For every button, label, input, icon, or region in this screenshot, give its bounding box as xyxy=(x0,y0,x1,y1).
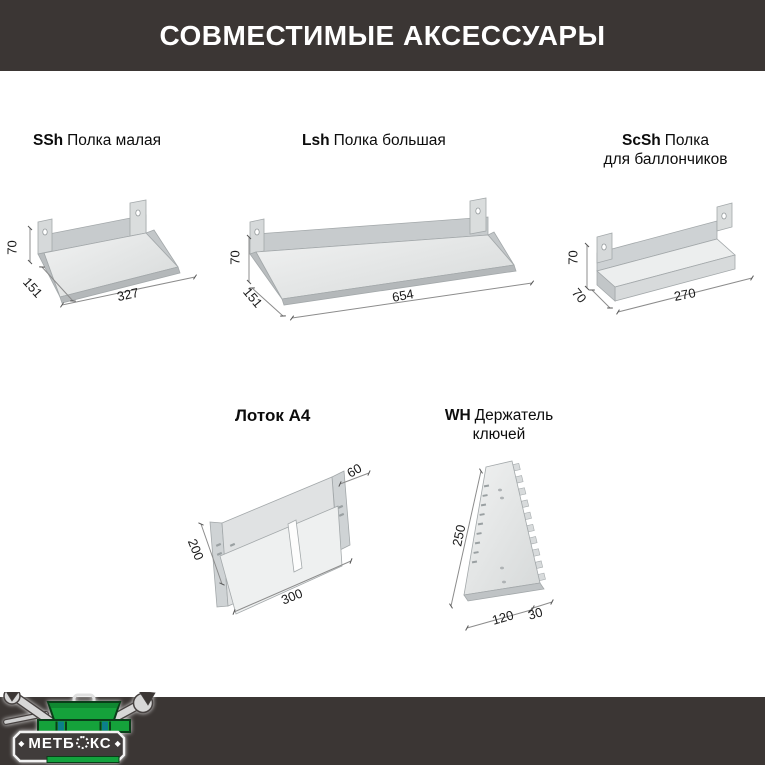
mounting-hole xyxy=(255,229,259,235)
dimension-label: 70 xyxy=(227,250,243,265)
toolbox-icon xyxy=(38,695,130,732)
product-name: ScSh Полка для баллончиков xyxy=(603,132,728,169)
product-code: ScSh xyxy=(622,132,661,149)
mounting-hole xyxy=(602,244,606,250)
product-code: Лоток А4 xyxy=(235,406,311,425)
drawing-scsh-can-shelf xyxy=(550,195,765,325)
product-code: Lsh xyxy=(302,132,330,149)
dimension-label: 654 xyxy=(390,286,415,305)
dimension-label: 151 xyxy=(20,274,46,301)
mounting-hole xyxy=(476,208,480,214)
product-name: WH Держатель ключей xyxy=(444,407,554,444)
metboks-logo-text: ◆ МЕТБ КС ◆ xyxy=(18,735,122,752)
product-name: SSh Полка малая xyxy=(33,132,162,149)
dimension-label: 300 xyxy=(278,585,305,608)
dimension-label: 270 xyxy=(672,285,697,304)
product-code: SSh xyxy=(33,132,64,149)
dimension-label: 120 xyxy=(490,607,516,628)
product-name: Lsh Полка большая xyxy=(302,132,446,149)
dimension-label: 200 xyxy=(184,536,207,563)
dimension-label: 250 xyxy=(449,523,469,548)
mounting-hole xyxy=(136,210,140,216)
dimension-label: 60 xyxy=(344,460,365,481)
metboks-logo xyxy=(2,692,165,765)
logo-green-bar xyxy=(47,757,119,763)
dimension-label: 70 xyxy=(565,250,581,265)
drawing-lsh-big-shelf xyxy=(227,195,540,325)
diamond-icon: ◆ xyxy=(18,739,26,748)
diamond-icon: ◆ xyxy=(114,739,122,748)
product-name xyxy=(235,405,314,426)
dimension-label: 70 xyxy=(4,240,20,255)
dimension-label: 151 xyxy=(240,284,266,311)
mounting-hole xyxy=(722,213,726,219)
dimension-label: 70 xyxy=(568,285,590,306)
dimension-label: 30 xyxy=(526,604,545,623)
gear-icon xyxy=(76,736,89,749)
header-bar xyxy=(0,0,765,71)
page-title: СОВМЕСТИМЫЕ АКСЕССУАРЫ xyxy=(159,19,606,51)
dimension-label: 327 xyxy=(115,284,141,305)
product-code: WH xyxy=(444,407,471,424)
mounting-hole xyxy=(43,229,47,235)
